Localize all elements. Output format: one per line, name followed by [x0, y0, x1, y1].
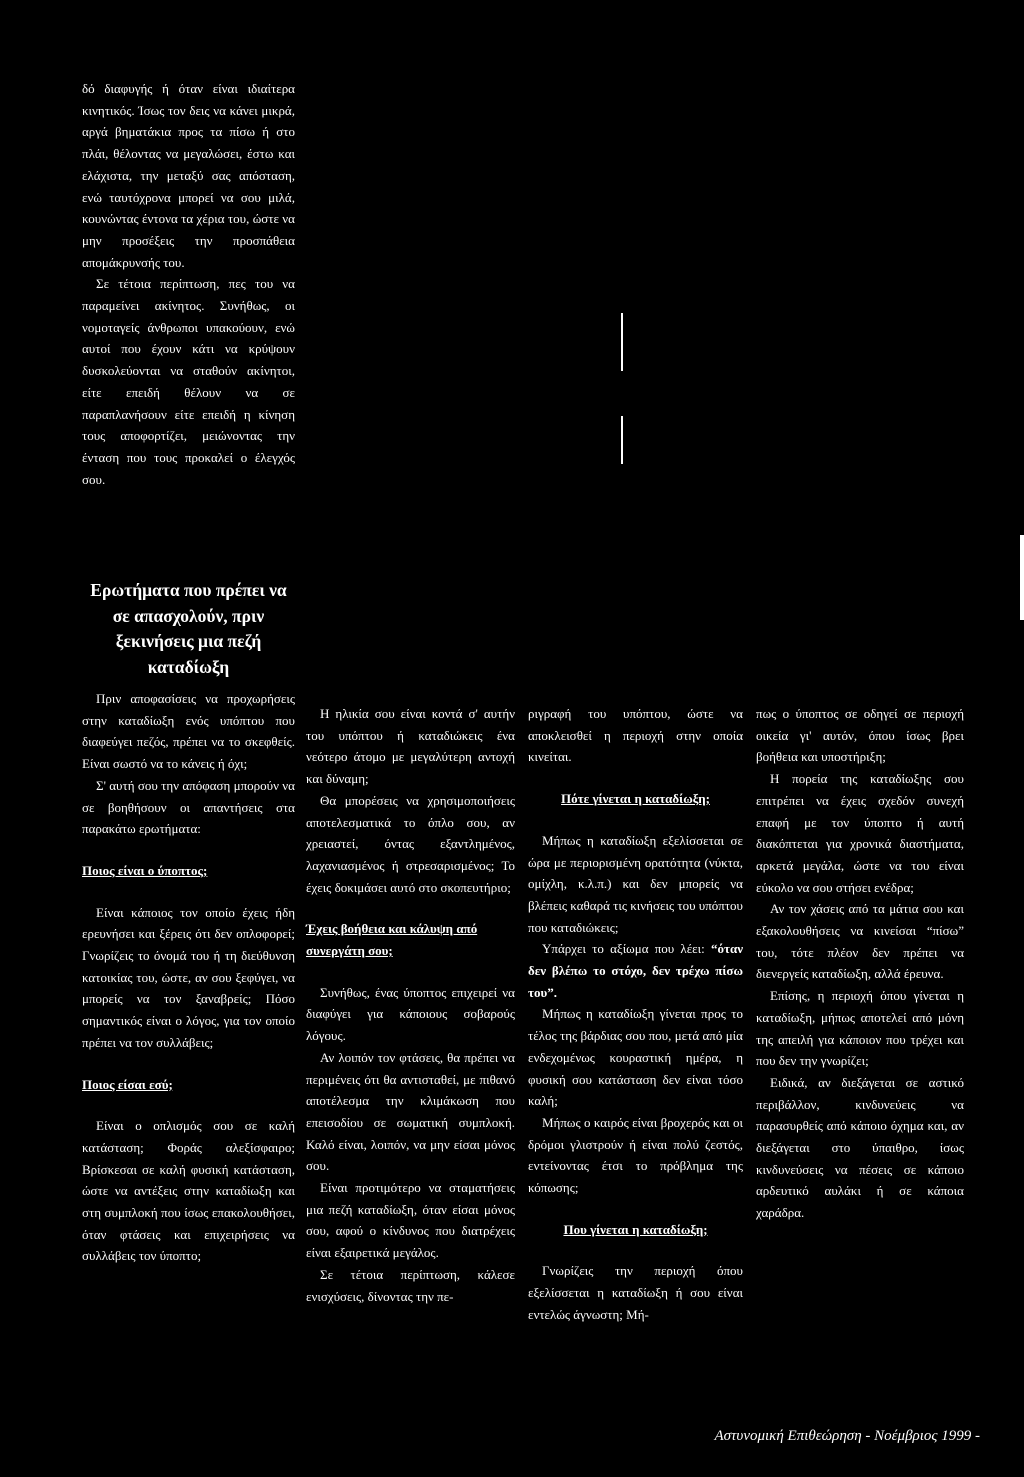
paragraph: Θα μπορέσεις να χρησιμοποιήσεις αποτελεσματικά το όπλο σου, αν χρειαστεί, όντας εξαντλημένος, λαχανιασμένος ή στρεσαρισμένος; Το έχεις δοκιμάσει αυτό στο σκοπευτήριο; — [306, 792, 515, 895]
paragraph: πως ο ύποπτος σε οδηγεί σε περιοχή οικεία γι' αυτόν, όπου ίσως βρει βοήθεια και υποστήριξη; — [756, 706, 964, 765]
paragraph: Πριν αποφασίσεις να προχωρήσεις στην καταδίωξη ενός υπόπτου που διαφεύγει πεζός, πρέπει να το σκεφθείς. Είναι σωστό να το κάνεις ή όχι; — [82, 691, 295, 772]
question-heading: Ποιος είσαι εσύ; — [82, 1076, 173, 1092]
page-footer: Αστυνομική Επιθεώρηση - Νοέμβριος 1999 - — [714, 1428, 980, 1444]
paragraph: Αν λοιπόν τον φτάσεις, θα πρέπει να περιμένεις ότι θα αντισταθεί, με πιθανό αποτέλεσμα την κλιμάκωση που επεισοδίου σε σωματική συμπλοκή. Καλό είναι, λοιπόν, να μην είσαι μόνος σου. — [306, 1049, 515, 1174]
column-3 — [528, 703, 743, 1326]
intro-column — [82, 78, 295, 490]
paragraph: ριγραφή του υπόπτου, ώστε να αποκλεισθεί η περιοχή στην οποία κινείται. — [528, 706, 743, 765]
question-heading: Πότε γίνεται η καταδίωξη; — [561, 791, 710, 807]
paragraph: Συνήθως, ένας ύποπτος επιχειρεί να διαφύγει για κάποιους σοβαρούς λόγους. — [306, 984, 515, 1044]
crop-mark — [621, 416, 623, 464]
axiom-quote: “όταν δεν βλέπω το στόχο, δεν τρέχω πίσω του”. — [528, 941, 744, 1000]
column-4 — [756, 703, 964, 1224]
paragraph: Μήπως ο καιρός είναι βροχερός και οι δρόμοι γλιστρούν ή είναι πολύ ζεστός, εντείνοντας έτσι το πρόβλημα της κόπωσης; — [528, 1114, 743, 1196]
section-heading: Ερωτήματα που πρέπει να σε απασχολούν, πριν ξεκινήσεις μια πεζή καταδίωξη — [90, 580, 287, 677]
paragraph: Αν τον χάσεις από τα μάτια σου και εξακολουθήσεις να κινείσαι “πίσω” του, τότε πλέον δεν πρέπει να διενεργείς καταδίωξη, αλλά έρευνα. — [756, 901, 964, 982]
crop-mark — [621, 313, 623, 371]
question-heading: Έχεις βοήθεια και κάλυψη από συνεργάτη σου; — [306, 921, 478, 959]
question-heading: Που γίνεται η καταδίωξη; — [563, 1221, 708, 1237]
edge-mark — [1020, 535, 1024, 620]
paragraph: Μήπως η καταδίωξη γίνεται προς το τέλος της βάρδιας σου που, μετά από μία ενδεχομένως κουραστική ημέρα, η φυσική σου κατάσταση δεν είναι τόσο καλή; — [528, 1006, 743, 1109]
paragraph: Είναι ο οπλισμός σου σε καλή κατάσταση; Φοράς αλεξίσφαιρο; Βρίσκεσαι σε καλή φυσική κατάσταση, ώστε να αντέξεις στην καταδίωξη και στη συμπλοκή που ίσως επακολουθήσει, όταν φτάσεις και επιχειρήσεις να συλλάβεις τον ύποπτο; — [82, 1118, 295, 1264]
paragraph: Σ' αυτή σου την απόφαση μπορούν να σε βοηθήσουν οι απαντήσεις στα παρακάτω ερωτήματα: — [82, 777, 295, 837]
paragraph: Η ηλικία σου είναι κοντά σ' αυτήν του υπόπτου ή καταδιώκεις ένα νεότερο άτομο με μεγαλύτερη αντοχή και δύναμη; — [306, 706, 515, 787]
paragraph: Είναι κάποιος τον οποίο έχεις ήδη ερευνήσει και ξέρεις ότι δεν οπλοφορεί; Γνωρίζεις το όνομά του ή τη διεύθυνση κατοικίας του, ώστε, αν σου ξεφύγει, να μπορείς να τον ξαναβρείς; Πόσο σημαντικός είναι ο λόγος, για τον οποίο πρέπει να τον συλλάβεις; — [82, 904, 295, 1050]
paragraph: Ειδικά, αν διεξάγεται σε αστικό περιβάλλον, κινδυνεύεις να παρασυρθείς από κάποιο όχημα και, αν διεξάγεται στο ύπαιθρο, ίσως κινδυνεύσεις να πέσεις σε κάποιο αρδευτικό αυλάκι ή σε κάποια χαράδρα. — [756, 1074, 964, 1221]
question-heading: Ποιος είναι ο ύποπτος; — [82, 862, 208, 878]
column-1 — [82, 688, 295, 1267]
intro-paragraph: Σε τέτοια περίπτωση, πες του να παραμείνει ακίνητος. Συνήθως, οι νομοταγείς άνθρωποι υπακούουν, ενώ αυτοί που έχουν κάτι να κρύψουν δυσκολεύονται να σταθούν ακίνητοι, είτε επειδή θέλουν να σε παραπλανήσουν είτε επειδή η κίνηση τους αποφορτίζει, μειώνοντας την ένταση που τους προκαλεί ο έλεγχός σου. — [82, 276, 295, 487]
paragraph: Μήπως η καταδίωξη εξελίσσεται σε ώρα με περιορισμένη ορατότητα (νύκτα, ομίχλη, κ.λ.π.) και δεν μπορείς να βλέπεις καθαρά τις κινήσεις του υπόπτου που καταδιώκεις; — [528, 832, 743, 935]
paragraph: Είναι προτιμότερο να σταματήσεις μια πεζή καταδίωξη, όταν είσαι μόνος σου, αφού ο κίνδυνος που διατρέχεις είναι εξαιρετικά μεγάλος. — [306, 1180, 515, 1261]
paragraph: Η πορεία της καταδίωξης σου επιτρέπει να έχεις σχεδόν συνεχή επαφή με τον ύποπτο ή αυτή διακόπτεται για χρονικά διαστήματα, αρκετά μεγάλα, ώστε να του είναι εύκολο να σου στήσει ενέδρα; — [756, 771, 964, 895]
paragraph-text: Υπάρχει το αξίωμα που λέει: — [542, 941, 705, 957]
column-2 — [306, 703, 515, 1307]
paragraph — [528, 938, 743, 1003]
paragraph: Επίσης, η περιοχή όπου γίνεται η καταδίωξη, μήπως αποτελεί από μόνη της απειλή για κάποιον που τρέχει και που δεν την γνωρίζει; — [756, 988, 964, 1069]
paragraph: Σε τέτοια περίπτωση, κάλεσε ενισχύσεις, δίνοντας την πε- — [306, 1266, 515, 1304]
paragraph: Γνωρίζεις την περιοχή όπου εξελίσσεται η καταδίωξη ή σου είναι εντελώς άγνωστη; Μή- — [528, 1263, 743, 1322]
intro-paragraph: δό διαφυγής ή όταν είναι ιδιαίτερα κινητικός. Ίσως τον δεις να κάνει μικρά, αργά βηματάκια προς τα πίσω ή στο πλάι, θέλοντας να μεγαλώσει, έστω και ελάχιστα, την μεταξύ σας απόσταση, ενώ ταυτόχρονα μπορεί να σου μιλά, κουνώντας έντονα τα χέρια του, ώστε να μην προσέξεις την προσπάθεια απομάκρυνσής του. — [82, 81, 295, 270]
